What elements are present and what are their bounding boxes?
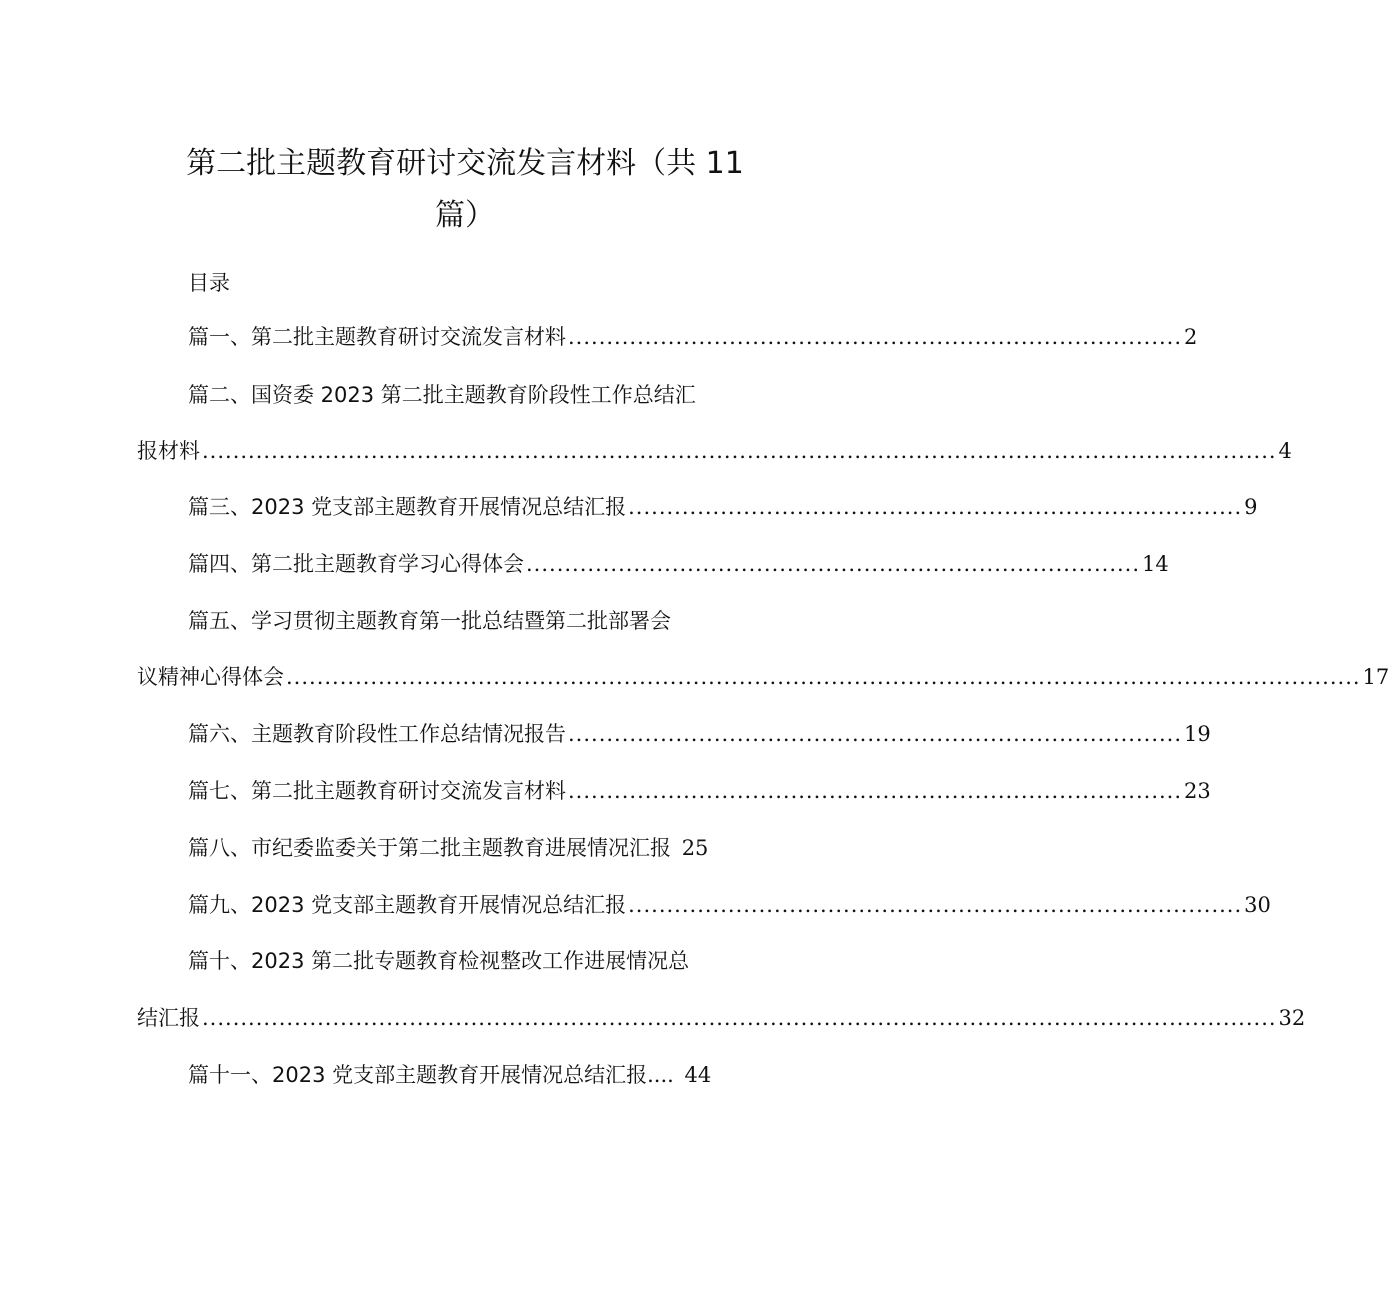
toc-entry-title-continued: 报材料 [137,439,200,463]
toc-entry-title: 篇一、第二批主题教育研讨交流发言材料 [188,325,566,349]
toc-entry-continuation[interactable] [137,1003,1306,1033]
toc-leader-dots: ................................................................................ [628,495,1243,519]
toc-leader-dots: ................................................................................ [526,552,1141,576]
toc-page-number: 44 [684,1063,712,1087]
toc-entry-title: 篇九、2023 党支部主题教育开展情况总结汇报 [188,893,627,917]
toc-page-number: 30 [1244,893,1271,917]
toc-page-number: 4 [1278,439,1292,463]
toc-entry[interactable] [188,719,1211,749]
toc-entry[interactable] [188,833,708,863]
toc-entry-title-continued: 议精神心得体会 [137,665,284,689]
toc-leader-dots: ................................................................................ [628,893,1243,917]
toc-page-number: 9 [1244,495,1258,519]
toc-leader-dots: .... [647,1063,674,1087]
toc-entry-title: 篇六、主题教育阶段性工作总结情况报告 [188,722,566,746]
toc-entry-title-continued: 结汇报 [137,1006,200,1030]
toc-entry[interactable] [188,606,671,636]
toc-entry-title: 篇十、2023 第二批专题教育检视整改工作进展情况总 [188,949,690,973]
toc-leader-dots: ................................................................................ [568,325,1183,349]
document-title: 第二批主题教育研讨交流发言材料（共 11 篇） [186,146,744,233]
toc-page-number: 32 [1278,1006,1306,1030]
toc-page-number: 2 [1184,325,1198,349]
toc-page-number: 19 [1184,722,1211,746]
toc-entry[interactable] [188,946,689,976]
toc-entry-title: 篇五、学习贯彻主题教育第一批总结暨第二批部署会 [188,609,671,633]
toc-entry-title: 篇二、国资委 2023 第二批主题教育阶段性工作总结汇 [188,383,696,407]
toc-entry-title: 篇四、第二批主题教育学习心得体会 [188,552,524,576]
toc-entry-title: 篇八、市纪委监委关于第二批主题教育进展情况汇报 [188,836,671,860]
toc-entry[interactable] [188,776,1211,806]
toc-page-number: 23 [1184,779,1211,803]
toc-entry[interactable] [188,1060,711,1090]
toc-entry-continuation[interactable] [137,436,1292,466]
toc-page-number: 17 [1362,665,1389,689]
toc-entry[interactable] [188,322,1198,352]
toc-entry[interactable] [188,380,696,410]
toc-heading: 目录 [188,271,230,295]
toc-entry-continuation[interactable] [137,662,1389,692]
toc-entry-title: 篇三、2023 党支部主题教育开展情况总结汇报 [188,495,627,519]
toc-leader-dots: ................................................................................ [568,722,1183,746]
toc-entry[interactable] [188,890,1271,920]
toc-leader-dots: ............................................................................................................................................ [202,1006,1277,1030]
toc-page-number: 14 [1142,552,1169,576]
toc-entry[interactable] [188,492,1258,522]
toc-leader-dots: ............................................................................................................................................ [286,665,1361,689]
toc-entry-title: 篇十一、2023 党支部主题教育开展情况总结汇报 [188,1063,648,1087]
toc-entry-title: 篇七、第二批主题教育研讨交流发言材料 [188,779,566,803]
toc-leader-dots: ................................................................................ [568,779,1183,803]
toc-entry[interactable] [188,549,1169,579]
toc-leader-dots: ............................................................................................................................................ [202,439,1277,463]
toc-page-number: 25 [681,836,709,860]
